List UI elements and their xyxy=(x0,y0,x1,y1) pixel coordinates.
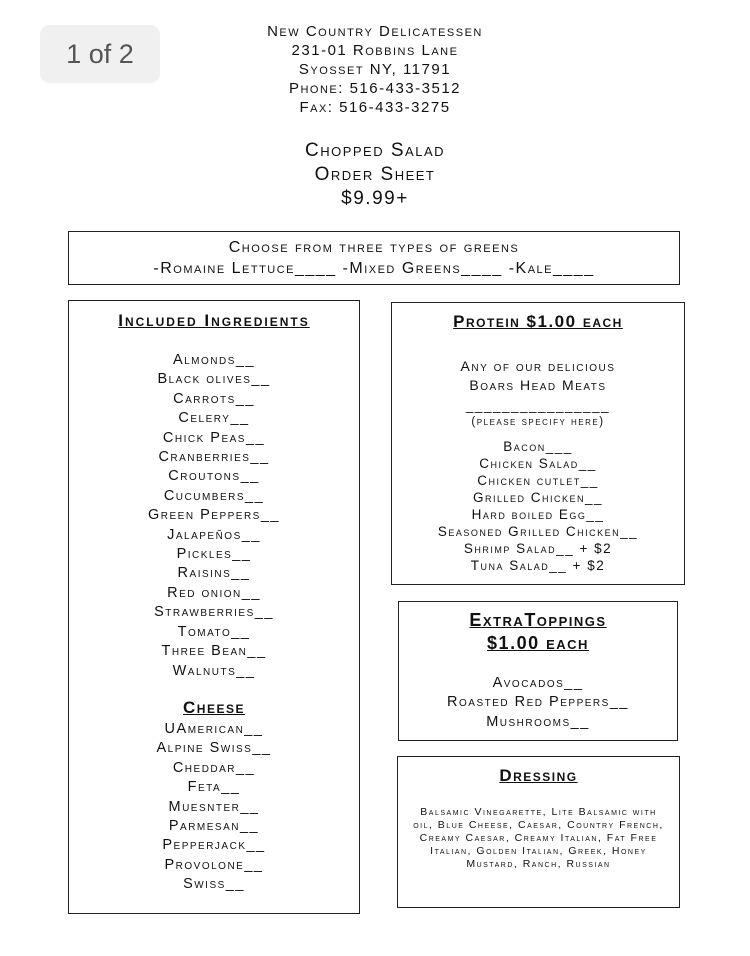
deli-header xyxy=(0,22,750,117)
included-item: Chick Peas__ xyxy=(162,429,266,446)
extra-heading-1: ExtraToppings xyxy=(469,610,607,630)
extra-heading-2: $1.00 each xyxy=(487,633,589,653)
included-list xyxy=(69,351,359,681)
protein-intro-1: Any of our delicious xyxy=(460,358,616,374)
dressing-text: Balsamic Vinegarette, Lite Balsamic with oil, Blue Cheese, Caesar, Country French, Creamy Caesar, Creamy Italian, Fat Free Italian, Golden Italian, Greek, Honey Mustard, Ranch, Russian xyxy=(413,806,664,870)
page-indicator: 1 of 2 xyxy=(40,25,160,83)
cheese-heading: Cheese xyxy=(183,697,245,717)
cheese-item: Muesnter__ xyxy=(168,798,260,815)
extra-item: Roasted Red Peppers__ xyxy=(447,694,629,711)
protein-list xyxy=(392,438,684,574)
deli-name: New Country Delicatessen xyxy=(267,23,483,40)
included-item: Walnuts__ xyxy=(172,662,256,679)
included-item: Red onion__ xyxy=(167,584,261,601)
included-box xyxy=(68,300,360,914)
title-line-2: Order Sheet xyxy=(314,164,436,185)
extra-box xyxy=(398,601,678,741)
greens-options: -Romaine Lettuce____ -Mixed Greens____ -Kale____ xyxy=(153,260,595,277)
protein-item: Grilled Chicken__ xyxy=(472,490,604,505)
cheese-item: UAmerican__ xyxy=(164,720,264,737)
cheese-item: Parmesan__ xyxy=(168,817,260,834)
included-item: Carrots__ xyxy=(173,390,255,407)
protein-item: Seasoned Grilled Chicken__ xyxy=(437,524,639,539)
dressing-box xyxy=(397,756,680,908)
deli-city: Syosset NY, 11791 xyxy=(298,61,452,78)
protein-item: Chicken Salad__ xyxy=(479,456,597,471)
cheese-item: Pepperjack__ xyxy=(162,837,266,854)
protein-box xyxy=(391,302,685,585)
included-item: Tomato__ xyxy=(177,623,251,640)
included-item: Celery__ xyxy=(178,410,250,427)
cheese-item: Provolone__ xyxy=(164,856,264,873)
included-item: Almonds__ xyxy=(172,352,256,368)
protein-intro-2: Boars Head Meats xyxy=(469,377,607,393)
protein-item: Tuna Salad__ + $2 xyxy=(470,558,606,573)
protein-item: Chicken cutlet__ xyxy=(477,473,599,488)
cheese-item: Alpine Swiss__ xyxy=(156,740,272,757)
extra-list xyxy=(399,674,677,732)
included-item: Cucumbers__ xyxy=(163,487,265,504)
cheese-item: Cheddar__ xyxy=(172,759,256,776)
protein-heading: Protein $1.00 each xyxy=(453,312,623,331)
deli-address: 231-01 Robbins Lane xyxy=(291,42,459,59)
included-item: Pickles__ xyxy=(176,546,252,563)
deli-fax: Fax: 516-433-3275 xyxy=(299,99,451,116)
included-heading: Included Ingredients xyxy=(118,311,310,330)
included-item: Black olives__ xyxy=(157,371,271,388)
included-item: Three Bean__ xyxy=(161,643,267,660)
sheet-title xyxy=(0,139,750,211)
protein-blank: ________________ xyxy=(465,398,611,413)
greens-box xyxy=(68,231,680,285)
cheese-list xyxy=(69,720,359,895)
greens-heading: Choose from three types of greens xyxy=(228,239,520,256)
cheese-item: Feta__ xyxy=(187,779,241,796)
extra-item: Mushrooms__ xyxy=(486,713,590,730)
protein-item: Bacon___ xyxy=(503,439,573,454)
protein-specify: (please specify here) xyxy=(471,416,605,428)
included-item: Green Peppers__ xyxy=(148,507,280,524)
protein-item: Shrimp Salad__ + $2 xyxy=(463,541,613,556)
protein-item: Hard boiled Egg__ xyxy=(471,507,605,522)
included-item: Raisins__ xyxy=(177,565,251,582)
title-price: $9.99+ xyxy=(341,188,409,209)
included-item: Jalapeños__ xyxy=(167,526,261,543)
deli-phone: Phone: 516-433-3512 xyxy=(288,80,462,97)
extra-item: Avocados__ xyxy=(492,675,584,691)
dressing-heading: Dressing xyxy=(499,766,578,785)
included-item: Strawberries__ xyxy=(154,604,274,621)
title-line-1: Chopped Salad xyxy=(304,140,446,161)
included-item: Cranberries__ xyxy=(158,449,270,466)
cheese-item: Swiss__ xyxy=(183,876,245,893)
included-item: Croutons__ xyxy=(168,468,260,485)
